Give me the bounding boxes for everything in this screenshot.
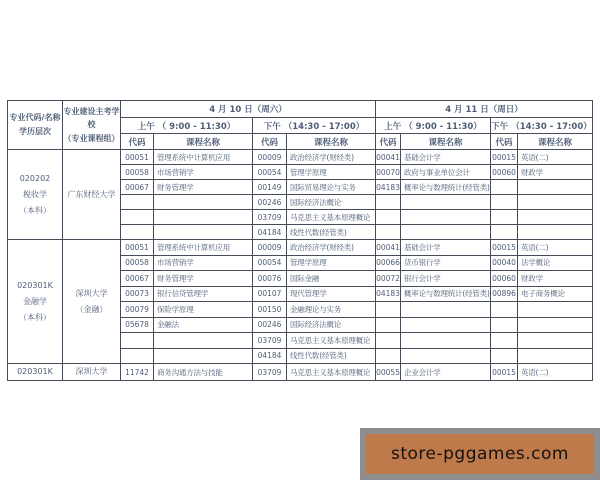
course-name-cell: 管理系统中计算机应用 <box>154 240 253 256</box>
course-code-cell: 00040 <box>491 255 518 271</box>
course-name-cell <box>518 317 593 333</box>
major-cell: 020301K <box>8 364 63 381</box>
course-column-label: 课程名称 <box>154 134 253 150</box>
course-name-cell: 财务管理学 <box>154 180 253 195</box>
major-header-line1: 专业代码/名称 <box>9 113 61 123</box>
course-name-cell <box>518 195 593 210</box>
course-name-cell: 市场营销学 <box>154 165 253 180</box>
school-header-line2: （专业课程组） <box>63 133 120 143</box>
course-code-cell: 00055 <box>376 364 401 381</box>
course-name-cell <box>518 180 593 195</box>
time-slot-sat-am: 上午 （ 9:00 - 11:30） <box>121 118 253 134</box>
course-name-cell: 管理学原理 <box>287 255 376 271</box>
code-column-label: 代码 <box>121 134 154 150</box>
course-code-cell <box>491 210 518 225</box>
course-code-cell: 00150 <box>253 302 287 318</box>
course-code-cell: 00041 <box>376 150 401 165</box>
course-name-cell <box>518 210 593 225</box>
course-name-cell: 国际经济法概论 <box>287 317 376 333</box>
school-header-line1: 专业建设主考学校 <box>63 106 120 130</box>
course-name-cell: 金融理论与实务 <box>287 302 376 318</box>
course-name-cell: 电子商务概论 <box>518 286 593 302</box>
course-name-cell: 概率论与数理统计(经管类) <box>401 286 491 302</box>
school-cell: 深圳大学 <box>63 364 121 381</box>
course-name-cell <box>518 225 593 240</box>
course-code-cell <box>491 225 518 240</box>
course-name-cell <box>401 348 491 364</box>
course-name-cell: 市场营销学 <box>154 255 253 271</box>
course-row <box>8 240 593 256</box>
major-header-line2: 学历层次 <box>19 127 51 136</box>
course-name-cell <box>154 348 253 364</box>
course-code-cell: 00076 <box>253 271 287 287</box>
code-column-label: 代码 <box>253 134 287 150</box>
course-code-cell: 00058 <box>121 165 154 180</box>
major-cell: 020202 税收学 （本科） <box>8 150 63 240</box>
course-row <box>8 364 593 381</box>
course-name-cell: 保险学原理 <box>154 302 253 318</box>
course-name-cell: 线性代数(经管类) <box>287 348 376 364</box>
course-code-cell: 00060 <box>491 165 518 180</box>
course-name-cell: 马克思主义基本原理概论 <box>287 364 376 381</box>
watermark-text: store-pggames.com <box>390 444 569 464</box>
course-name-cell <box>401 317 491 333</box>
course-code-cell <box>376 225 401 240</box>
course-code-cell <box>121 348 154 364</box>
course-name-cell <box>154 195 253 210</box>
course-code-cell: 00009 <box>253 240 287 256</box>
course-code-cell: 00051 <box>121 150 154 165</box>
course-name-cell <box>518 348 593 364</box>
course-name-cell: 银行信贷管理学 <box>154 286 253 302</box>
course-name-cell <box>401 333 491 349</box>
course-code-cell: 00107 <box>253 286 287 302</box>
school-cell: 深圳大学 （金融） <box>63 240 121 364</box>
course-name-cell <box>401 210 491 225</box>
course-name-cell: 企业会计学 <box>401 364 491 381</box>
course-code-cell: 00041 <box>376 240 401 256</box>
course-code-cell: 00070 <box>376 165 401 180</box>
watermark-badge <box>366 434 594 474</box>
course-code-cell: 00072 <box>376 271 401 287</box>
course-code-cell <box>376 210 401 225</box>
course-code-cell: 03709 <box>253 210 287 225</box>
course-code-cell <box>491 302 518 318</box>
course-code-cell <box>491 180 518 195</box>
course-code-cell: 00009 <box>253 150 287 165</box>
course-code-cell: 04184 <box>253 225 287 240</box>
course-name-cell: 英语(二) <box>518 240 593 256</box>
course-name-cell: 国际贸易理论与实务 <box>287 180 376 195</box>
course-code-cell: 00060 <box>491 271 518 287</box>
time-slot-sat-pm: 下午 （14:30 - 17:00） <box>253 118 376 134</box>
course-code-cell: 00067 <box>121 271 154 287</box>
course-code-cell: 04183 <box>376 286 401 302</box>
course-code-cell <box>491 317 518 333</box>
watermark-panel <box>360 428 600 480</box>
course-name-cell: 政治经济学(财经类) <box>287 240 376 256</box>
exam-schedule-table <box>7 100 593 381</box>
time-slot-sun-pm: 下午 （14:30 - 17:00） <box>491 118 593 134</box>
course-code-cell: 00073 <box>121 286 154 302</box>
course-code-cell: 04184 <box>253 348 287 364</box>
course-code-cell <box>376 195 401 210</box>
course-name-cell: 财政学 <box>518 165 593 180</box>
course-name-cell: 国际经济法概论 <box>287 195 376 210</box>
course-code-cell: 03709 <box>253 333 287 349</box>
date-header-saturday: 4 月 10 日（周六） <box>121 101 376 118</box>
course-name-cell: 英语(二) <box>518 150 593 165</box>
course-code-cell <box>376 333 401 349</box>
course-name-cell <box>154 225 253 240</box>
course-code-cell: 00054 <box>253 165 287 180</box>
course-code-cell: 00051 <box>121 240 154 256</box>
course-name-cell: 财政学 <box>518 271 593 287</box>
course-code-cell <box>121 195 154 210</box>
exam-table-body <box>8 150 593 381</box>
course-code-cell: 00149 <box>253 180 287 195</box>
course-code-cell <box>376 348 401 364</box>
course-code-cell: 00058 <box>121 255 154 271</box>
course-name-cell <box>518 302 593 318</box>
date-header-row <box>8 101 593 118</box>
course-code-cell: 03709 <box>253 364 287 381</box>
course-name-cell: 财务管理学 <box>154 271 253 287</box>
course-code-cell: 05678 <box>121 317 154 333</box>
course-name-cell: 线性代数(经管类) <box>287 225 376 240</box>
course-code-cell <box>491 348 518 364</box>
course-column-label: 课程名称 <box>287 134 376 150</box>
course-name-cell: 马克思主义基本原理概论 <box>287 333 376 349</box>
school-cell: 广东财经大学 <box>63 150 121 240</box>
course-code-cell: 00066 <box>376 255 401 271</box>
course-code-cell: 00015 <box>491 150 518 165</box>
course-name-cell: 英语(二) <box>518 364 593 381</box>
course-code-cell <box>376 317 401 333</box>
course-code-cell: 00246 <box>253 195 287 210</box>
course-name-cell: 法学概论 <box>518 255 593 271</box>
course-code-cell <box>491 195 518 210</box>
course-code-cell: 00079 <box>121 302 154 318</box>
major-cell: 020301K 金融学 （本科） <box>8 240 63 364</box>
course-code-cell <box>121 225 154 240</box>
course-code-cell: 00246 <box>253 317 287 333</box>
course-code-cell: 00054 <box>253 255 287 271</box>
course-name-cell: 金融法 <box>154 317 253 333</box>
course-code-cell: 00015 <box>491 364 518 381</box>
course-name-cell: 政治经济学(财经类) <box>287 150 376 165</box>
course-name-cell: 管理学原理 <box>287 165 376 180</box>
course-code-cell <box>121 333 154 349</box>
course-name-cell: 商务沟通方法与技能 <box>154 364 253 381</box>
course-code-cell: 00067 <box>121 180 154 195</box>
course-code-cell <box>121 210 154 225</box>
course-name-cell: 国际金融 <box>287 271 376 287</box>
code-column-label: 代码 <box>491 134 518 150</box>
course-column-label: 课程名称 <box>518 134 593 150</box>
course-name-cell: 概率论与数理统计(经管类) <box>401 180 491 195</box>
course-name-cell <box>401 225 491 240</box>
course-name-cell <box>401 302 491 318</box>
course-name-cell: 政府与事业单位会计 <box>401 165 491 180</box>
course-name-cell: 管理系统中计算机应用 <box>154 150 253 165</box>
course-name-cell: 现代管理学 <box>287 286 376 302</box>
course-code-cell <box>376 302 401 318</box>
code-column-label: 代码 <box>376 134 401 150</box>
course-name-cell: 银行会计学 <box>401 271 491 287</box>
course-code-cell <box>491 333 518 349</box>
course-code-cell: 00896 <box>491 286 518 302</box>
course-column-label: 课程名称 <box>401 134 491 150</box>
course-name-cell <box>154 333 253 349</box>
course-name-cell: 基础会计学 <box>401 240 491 256</box>
major-column-header <box>8 101 63 150</box>
course-name-cell: 货币银行学 <box>401 255 491 271</box>
school-column-header <box>63 101 121 150</box>
course-code-cell: 11742 <box>121 364 154 381</box>
course-name-cell <box>401 195 491 210</box>
date-header-sunday: 4 月 11 日（周日） <box>376 101 593 118</box>
course-row <box>8 150 593 165</box>
time-slot-sun-am: 上午 （ 9:00 - 11:30） <box>376 118 491 134</box>
course-name-cell: 基础会计学 <box>401 150 491 165</box>
course-code-cell: 04183 <box>376 180 401 195</box>
course-code-cell: 00015 <box>491 240 518 256</box>
course-name-cell <box>154 210 253 225</box>
course-name-cell <box>518 333 593 349</box>
course-name-cell: 马克思主义基本原理概论 <box>287 210 376 225</box>
